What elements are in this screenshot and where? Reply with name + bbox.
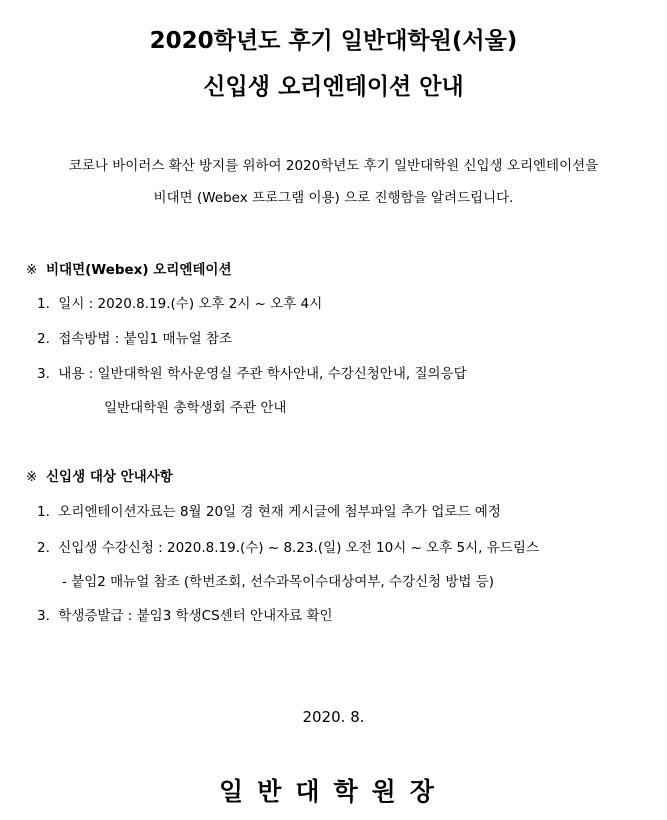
section-heading-text: 비대면(Webex) 오리엔테이션 <box>46 262 232 278</box>
issue-date: 2020. 8. <box>302 708 365 726</box>
list-item <box>37 604 333 624</box>
list-item <box>37 500 501 520</box>
section-heading-text: 신입생 대상 안내사항 <box>46 469 173 485</box>
list-item-number: 2. <box>37 540 50 556</box>
list-item-number: 3. <box>37 366 50 382</box>
issuer-signature: 일반대학원장 <box>219 777 448 806</box>
list-item-text: 내용 : 일반대학원 학사운영실 주관 학사안내, 수강신청안내, 질의응답 <box>58 366 467 382</box>
list-item-text: 학생증발급 : 붙임3 학생CS센터 안내자료 확인 <box>58 608 333 624</box>
reference-mark-icon: ※ <box>26 469 38 485</box>
document-title-line-1: 2020학년도 후기 일반대학원(서울) <box>149 28 518 54</box>
list-item-subnote: - 붙임2 매뉴얼 참조 (학번조회, 선수과목이수대상여부, 수강신청 방법 등) <box>62 574 495 590</box>
list-item-text: 접속방법 : 붙임1 매뉴얼 참조 <box>58 331 233 347</box>
list-item-text: 일시 : 2020.8.19.(수) 오후 2시 ~ 오후 4시 <box>58 296 323 312</box>
document-title-line-2: 신입생 오리엔테이션 안내 <box>203 74 464 100</box>
section-heading-freshman-notice <box>26 465 173 485</box>
list-item <box>37 327 232 347</box>
list-item-number: 1. <box>37 504 50 520</box>
list-item <box>37 292 322 312</box>
list-item <box>37 362 467 382</box>
list-item-number: 3. <box>37 608 50 624</box>
list-item-text: 오리엔테이션자료는 8월 20일 경 현재 게시글에 첨부파일 추가 업로드 예정 <box>58 504 501 520</box>
list-item-continuation: 일반대학원 총학생회 주관 안내 <box>104 400 287 416</box>
reference-mark-icon: ※ <box>26 262 38 278</box>
list-item-number: 2. <box>37 331 50 347</box>
list-item <box>37 536 539 556</box>
section-heading-webex-orientation <box>26 258 232 278</box>
list-item-number: 1. <box>37 296 50 312</box>
intro-paragraph-line-2: 비대면 (Webex 프로그램 이용) 으로 진행함을 알려드립니다. <box>153 190 514 206</box>
list-item-text: 신입생 수강신청 : 2020.8.19.(수) ~ 8.23.(일) 오전 10시 ~ 오후 5시, 유드림스 <box>58 540 539 556</box>
intro-paragraph-line-1: 코로나 바이러스 확산 방지를 위하여 2020학년도 후기 일반대학원 신입생 오리엔테이션을 <box>68 158 599 174</box>
